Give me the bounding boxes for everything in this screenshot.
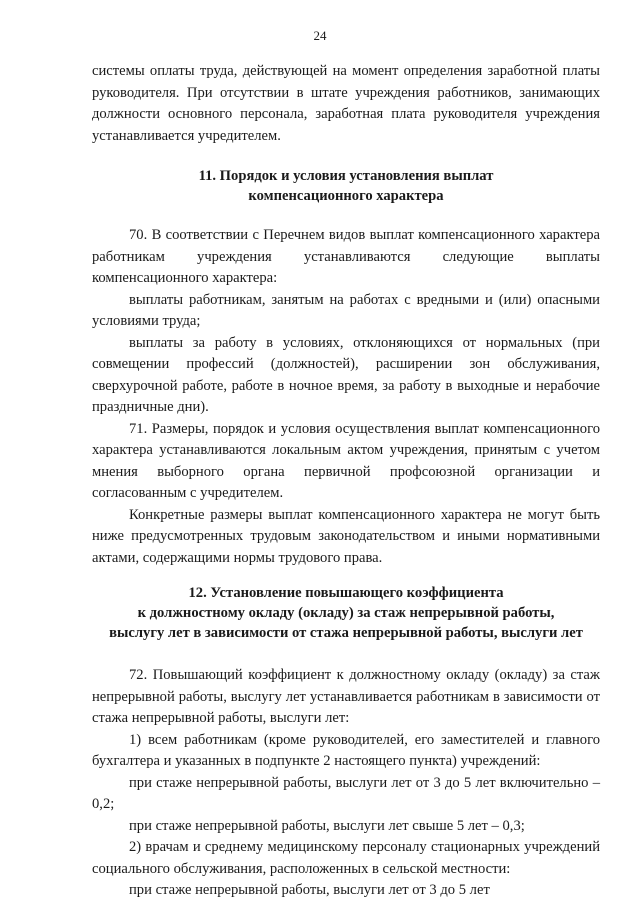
- paragraph-72-1a: при стаже непрерывной работы, выслуги лет от 3 до 5 лет включительно – 0,2;: [92, 774, 600, 812]
- section-11-title-line2: компенсационного характера: [248, 188, 444, 204]
- page-number: 24: [313, 28, 327, 43]
- page-content: [92, 61, 600, 902]
- paragraph-71-b: Конкретные размеры выплат компенсационного характера не могут быть ниже предусмотренных трудовым законодательством и иными нормативными актами, содержащими нормы трудового права.: [92, 506, 600, 566]
- section-12-title-line2: к должностному окладу (окладу) за стаж непрерывной работы,: [137, 605, 555, 621]
- paragraph-72-1b: при стаже непрерывной работы, выслуги лет свыше 5 лет – 0,3;: [129, 817, 525, 834]
- section-12-title-line3: выслугу лет в зависимости от стажа непрерывной работы, выслуги лет: [109, 625, 583, 641]
- section-12-title-line1: 12. Установление повышающего коэффициента: [188, 585, 504, 601]
- paragraph-70: 70. В соответствии с Перечнем видов выплат компенсационного характера работникам учреждения устанавливаются следующие выплаты компенсационного характера:: [92, 227, 600, 286]
- intro-paragraph: системы оплаты труда, действующей на момент определения заработной платы руководителя. При отсутствии в штате учреждения работников, занимающих должности основного персонала, заработная плата руководителя учреждения устанавливается учредителем.: [92, 63, 600, 144]
- paragraph-72-1: 1) всем работникам (кроме руководителей, его заместителей и главного бухгалтера и указанных в подпункте 2 настоящего пункта) учреждений:: [92, 731, 600, 769]
- paragraph-71: 71. Размеры, порядок и условия осуществления выплат компенсационного характера устанавливаются локальным актом учреждения, принятым с учетом мнения выборного органа первичной профсоюзной организации и согласованным с учредителем.: [92, 420, 600, 501]
- paragraph-72: 72. Повышающий коэффициент к должностному окладу (окладу) за стаж непрерывной работы, выслугу лет устанавливается работникам в зависимости от стажа непрерывной работы, выслуги лет:: [92, 667, 600, 726]
- paragraph-70-item-1: выплаты работникам, занятым на работах с вредными и (или) опасными условиями труда;: [92, 291, 600, 329]
- paragraph-70-item-2: выплаты за работу в условиях, отклоняющихся от нормальных (при совмещении профессий (должностей), расширении зон обслуживания, сверхурочной работе, работе в ночное время, за работу в выходные и нерабочие праздничные дни).: [92, 334, 600, 415]
- section-11-title-line1: 11. Порядок и условия установления выплат: [198, 168, 494, 184]
- paragraph-72-2: 2) врачам и среднему медицинскому персоналу стационарных учреждений социального обслуживания, расположенных в сельской местности:: [92, 839, 600, 877]
- section-11-heading: [92, 166, 600, 206]
- paragraph-72-2a: при стаже непрерывной работы, выслуги лет от 3 до 5 лет: [129, 882, 490, 898]
- section-12-heading: [92, 583, 600, 643]
